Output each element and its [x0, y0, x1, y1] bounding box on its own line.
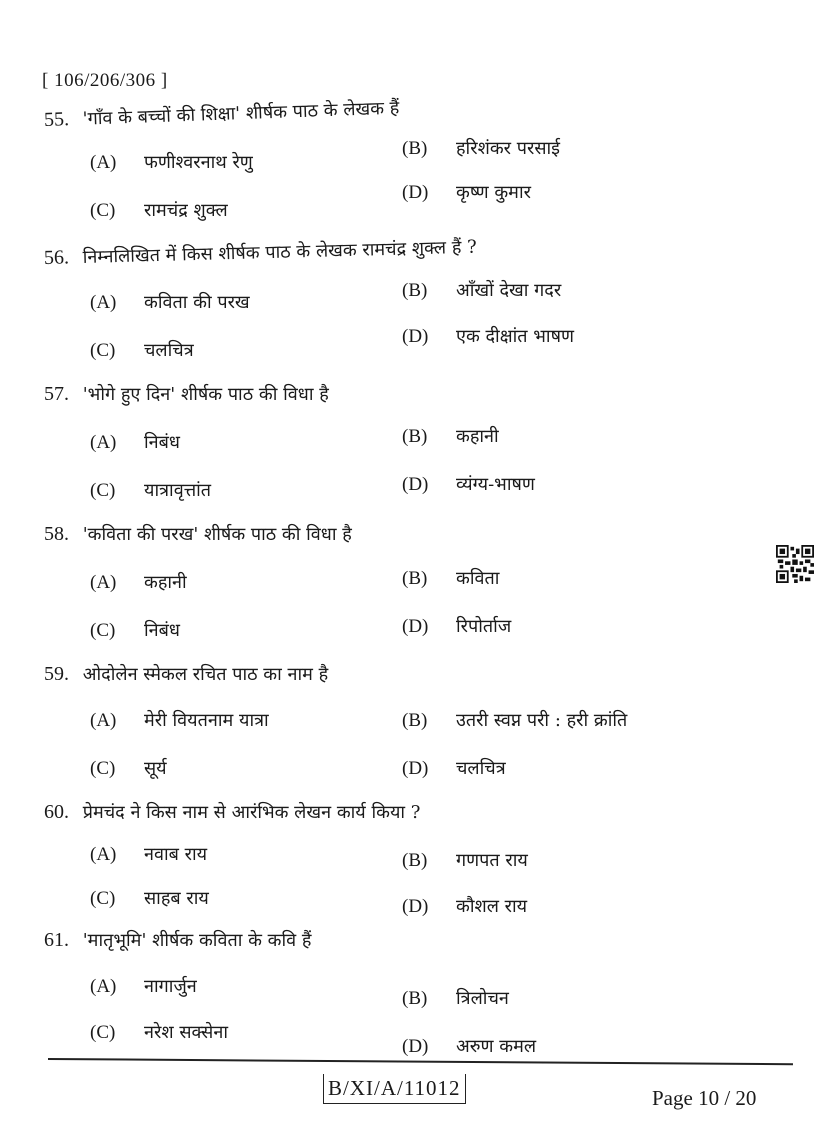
question-55 [43, 97, 764, 221]
booklet-code: B/XI/A/11012 [323, 1074, 466, 1104]
question-number: 55. [43, 108, 70, 131]
option-c: (C) यात्रावृत्तांत [90, 480, 212, 501]
question-text: 'गाँव के बच्चों की शिक्षा' शीर्षक पाठ के लेखक हैं [82, 97, 400, 130]
option-a: (A) नागार्जुन [90, 976, 197, 997]
question-text: प्रेमचंद ने किस नाम से आरंभिक लेखन कार्य किया ? [82, 802, 421, 823]
option-d: (D) व्यंग्य-भाषण [402, 474, 535, 495]
question-59 [44, 662, 764, 779]
page-number: Page 10 / 20 [652, 1086, 757, 1110]
question-60 [44, 800, 764, 917]
question-text: ओदोलेन स्मेकल रचित पाठ का नाम है [82, 664, 329, 685]
option-a: (A) मेरी वियतनाम यात्रा [90, 710, 269, 731]
paper-code: [ 106/206/306 ] [42, 70, 168, 91]
question-text: 'भोगे हुए दिन' शीर्षक पाठ की विधा है [82, 384, 329, 405]
question-61 [44, 928, 764, 1057]
question-text: निम्नलिखित में किस शीर्षक पाठ के लेखक रामचंद्र शुक्ल हैं ? [82, 236, 478, 268]
question-58 [44, 522, 764, 641]
option-b: (B) त्रिलोचन [402, 988, 509, 1009]
question-text: 'मातृभूमि' शीर्षक कविता के कवि हैं [82, 930, 312, 951]
option-b: (B) उतरी स्वप्न परी : हरी क्रांति [402, 710, 628, 731]
option-c: (C) चलचित्र [90, 340, 194, 361]
question-text: 'कविता की परख' शीर्षक पाठ की विधा है [82, 524, 352, 545]
question-number: 58. [44, 523, 69, 545]
option-b: (B) हरिशंकर परसाई [402, 138, 560, 159]
option-c: (C) निबंध [90, 620, 180, 641]
option-d: (D) कौशल राय [402, 896, 528, 917]
option-a: (A) कहानी [90, 572, 187, 593]
footer-divider [48, 1058, 793, 1065]
option-b: (B) गणपत राय [402, 850, 528, 871]
question-number: 56. [43, 246, 70, 269]
option-d: (D) चलचित्र [402, 758, 506, 779]
qr-code-icon [776, 545, 814, 583]
question-number: 60. [44, 801, 69, 823]
option-d: (D) अरुण कमल [402, 1036, 537, 1057]
option-c: (C) साहब राय [90, 888, 209, 909]
question-number: 59. [44, 663, 69, 685]
option-d: (D) एक दीक्षांत भाषण [402, 326, 575, 347]
option-b: (B) कविता [402, 568, 500, 589]
option-a: (A) नवाब राय [90, 844, 208, 865]
option-b: (B) कहानी [402, 426, 499, 447]
option-c: (C) रामचंद्र शुक्ल [90, 200, 228, 221]
option-c: (C) सूर्य [90, 758, 167, 779]
option-a: (A) कविता की परख [90, 292, 250, 313]
option-c: (C) नरेश सक्सेना [90, 1022, 229, 1043]
question-number: 57. [44, 383, 69, 405]
question-57 [44, 382, 764, 501]
option-a: (A) फणीश्वरनाथ रेणु [90, 152, 253, 173]
option-b: (B) आँखों देखा गदर [402, 280, 562, 301]
option-d: (D) कृष्ण कुमार [402, 182, 531, 203]
option-a: (A) निबंध [90, 432, 180, 453]
option-d: (D) रिपोर्ताज [402, 616, 512, 637]
question-number: 61. [44, 929, 69, 951]
question-56 [43, 236, 764, 361]
